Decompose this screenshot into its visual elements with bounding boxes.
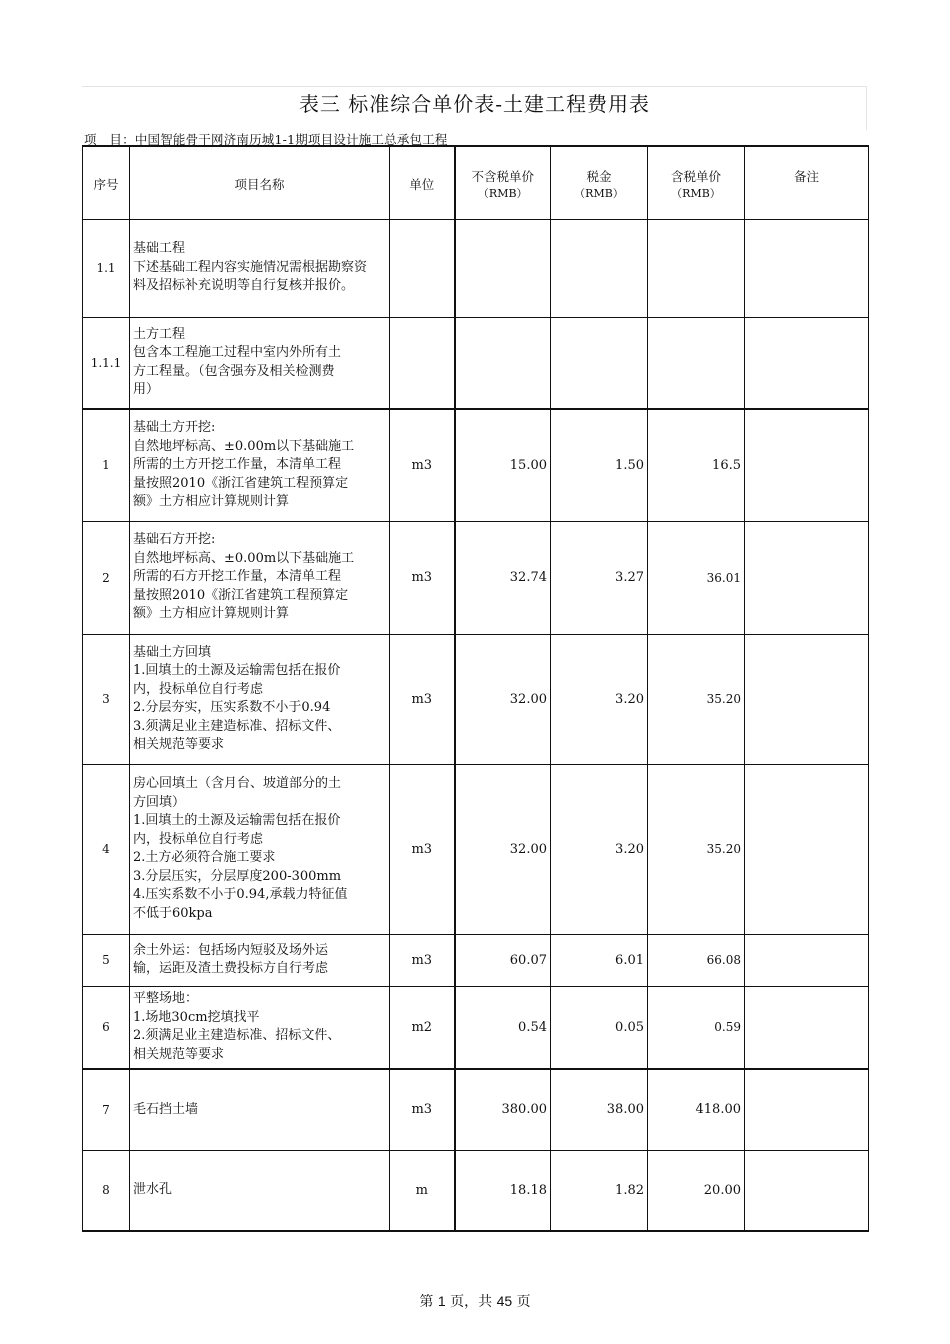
row-remark xyxy=(745,1069,869,1150)
item-name-line: 平整场地： xyxy=(133,991,199,1007)
item-name-line: 2.土方必须符合施工要求 xyxy=(133,850,276,865)
item-name-line: 3.分层压实，分层厚度200-300mm xyxy=(133,868,342,884)
row-price-excl: 15.00 xyxy=(455,409,551,521)
row-item-name xyxy=(130,219,390,317)
item-name-line: 额》土方相应计算规则计算 xyxy=(133,494,290,509)
row-price-excl: 18.18 xyxy=(455,1150,551,1231)
row-index: 1.1.1 xyxy=(83,317,130,409)
table-row xyxy=(83,934,869,986)
row-item-name xyxy=(130,317,390,409)
row-unit: m3 xyxy=(390,521,455,634)
item-name-line: 房心回填土（含月台、坡道部分的土 xyxy=(133,776,342,791)
row-price-excl xyxy=(455,317,551,409)
row-unit: m3 xyxy=(390,1069,455,1150)
row-remark xyxy=(745,219,869,317)
item-name-line: 料及招标补充说明等自行复核并报价。 xyxy=(133,278,355,294)
item-name-line: 2.须满足业主建造标准、招标文件、 xyxy=(133,1028,341,1044)
item-name-line: 所需的土方开挖工作量，本清单工程 xyxy=(133,457,342,472)
row-price-incl xyxy=(648,219,745,317)
page-footer xyxy=(0,1291,950,1311)
header-tax: 税金 （RMB） xyxy=(551,146,648,219)
row-price-excl: 32.00 xyxy=(455,634,551,764)
row-tax xyxy=(551,219,648,317)
header-row xyxy=(83,146,869,219)
row-unit: m xyxy=(390,1150,455,1231)
row-price-incl: 0.59 xyxy=(648,986,745,1069)
item-name-line: 基础石方开挖: xyxy=(133,532,216,548)
header-price-excl: 不含税单价 （RMB） xyxy=(455,146,551,219)
item-name-line: 相关规范等要求 xyxy=(133,737,225,752)
row-price-incl: 16.5 xyxy=(648,409,745,521)
row-price-incl: 35.20 xyxy=(648,764,745,934)
item-name-line: 1.回填土的土源及运输需包括在报价 xyxy=(133,663,341,678)
row-index: 4 xyxy=(83,764,130,934)
table-row xyxy=(83,1150,869,1231)
row-tax: 38.00 xyxy=(551,1069,648,1150)
row-remark xyxy=(745,521,869,634)
footer-suffix: 页 xyxy=(516,1294,531,1310)
row-item-name xyxy=(130,634,390,764)
item-name-line: 方回填） xyxy=(133,794,186,810)
row-unit: m2 xyxy=(390,986,455,1069)
row-tax: 3.20 xyxy=(551,634,648,764)
item-name-line: 自然地坪标高、±0.00m以下基础施工 xyxy=(133,550,355,566)
item-name-line: 1.回填土的土源及运输需包括在报价 xyxy=(133,813,341,828)
row-price-incl: 418.00 xyxy=(648,1069,745,1150)
row-index: 5 xyxy=(83,934,130,986)
row-item-name xyxy=(130,521,390,634)
row-unit xyxy=(390,219,455,317)
document-title: 表三 标准综合单价表-土建工程费用表 xyxy=(298,92,651,116)
footer-total-pages: 45 xyxy=(496,1293,513,1309)
item-name-line: 毛石挡土墙 xyxy=(133,1101,199,1117)
row-price-incl: 36.01 xyxy=(648,521,745,634)
header-unit: 单位 xyxy=(390,146,455,219)
header-remark: 备注 xyxy=(745,146,869,219)
row-remark xyxy=(745,409,869,521)
row-index: 3 xyxy=(83,634,130,764)
item-name-line: 基础土方回填 xyxy=(133,644,212,660)
item-name-line: 内，投标单位自行考虑 xyxy=(133,831,264,847)
item-name-line: 用） xyxy=(133,382,160,398)
table-body xyxy=(83,219,869,1231)
row-price-excl: 0.54 xyxy=(455,986,551,1069)
table-row xyxy=(83,219,869,317)
row-item-name xyxy=(130,1069,390,1150)
row-price-incl: 20.00 xyxy=(648,1150,745,1231)
row-remark xyxy=(745,317,869,409)
item-name-line: 2.分层夯实，压实系数不小于0.94 xyxy=(133,700,331,715)
row-remark xyxy=(745,1150,869,1231)
row-item-name xyxy=(130,764,390,934)
item-name-line: 泄水孔 xyxy=(133,1182,173,1197)
footer-middle: 页，共 xyxy=(450,1294,493,1310)
row-unit: m3 xyxy=(390,934,455,986)
row-unit: m3 xyxy=(390,634,455,764)
item-name-line: 土方工程 xyxy=(133,326,186,342)
item-name-line: 下述基础工程内容实施情况需根据勘察资 xyxy=(133,259,368,275)
item-name-line: 内，投标单位自行考虑 xyxy=(133,681,264,697)
item-name-line: 1.场地30cm挖填找平 xyxy=(133,1009,260,1025)
table-row xyxy=(83,986,869,1069)
row-price-excl: 60.07 xyxy=(455,934,551,986)
footer-prefix: 第 xyxy=(419,1294,434,1310)
header-index: 序号 xyxy=(83,146,130,219)
item-name-line: 基础土方开挖: xyxy=(133,420,216,435)
header-price-incl: 含税单价 （RMB） xyxy=(648,146,745,219)
item-name-line: 相关规范等要求 xyxy=(133,1046,225,1062)
row-item-name xyxy=(130,934,390,986)
table-row xyxy=(83,764,869,934)
row-price-incl: 35.20 xyxy=(648,634,745,764)
item-name-line: 基础工程 xyxy=(133,241,186,257)
table-row xyxy=(83,521,869,634)
row-remark xyxy=(745,634,869,764)
item-name-line: 包含本工程施工过程中室内外所有土 xyxy=(133,345,342,361)
item-name-line: 自然地坪标高、±0.00m以下基础施工 xyxy=(133,438,355,454)
row-tax xyxy=(551,317,648,409)
item-name-line: 不低于60kpa xyxy=(133,905,213,921)
table-row xyxy=(83,317,869,409)
item-name-line: 3.须满足业主建造标准、招标文件、 xyxy=(133,718,341,734)
row-price-excl xyxy=(455,219,551,317)
row-tax: 1.50 xyxy=(551,409,648,521)
row-tax: 3.27 xyxy=(551,521,648,634)
row-price-incl xyxy=(648,317,745,409)
item-name-line: 所需的石方开挖工作量，本清单工程 xyxy=(133,569,342,585)
row-index: 8 xyxy=(83,1150,130,1231)
row-index: 2 xyxy=(83,521,130,634)
item-name-line: 4.压实系数不小于0.94,承载力特征值 xyxy=(133,887,348,902)
row-tax: 1.82 xyxy=(551,1150,648,1231)
item-name-line: 余土外运：包括场内短驳及场外运 xyxy=(133,942,329,958)
row-index: 1.1 xyxy=(83,219,130,317)
row-item-name xyxy=(130,409,390,521)
row-price-excl: 32.00 xyxy=(455,764,551,934)
row-unit xyxy=(390,317,455,409)
row-index: 1 xyxy=(83,409,130,521)
row-tax: 3.20 xyxy=(551,764,648,934)
row-index: 7 xyxy=(83,1069,130,1150)
row-item-name xyxy=(130,1150,390,1231)
item-name-line: 量按照2010《浙江省建筑工程预算定 xyxy=(133,475,349,491)
row-remark xyxy=(745,764,869,934)
footer-page-number: 1 xyxy=(437,1293,446,1309)
project-line: 项 目：中国智能骨干网济南历城1-1期项目设计施工总承包工程 xyxy=(84,132,448,147)
table-row xyxy=(83,1069,869,1150)
row-tax: 6.01 xyxy=(551,934,648,986)
item-name-line: 额》土方相应计算规则计算 xyxy=(133,606,290,622)
unit-price-table xyxy=(82,145,869,1232)
row-unit: m3 xyxy=(390,409,455,521)
row-price-excl: 32.74 xyxy=(455,521,551,634)
row-unit: m3 xyxy=(390,764,455,934)
row-item-name xyxy=(130,986,390,1069)
row-remark xyxy=(745,934,869,986)
row-price-incl: 66.08 xyxy=(648,934,745,986)
row-remark xyxy=(745,986,869,1069)
header-name: 项目名称 xyxy=(130,146,390,219)
row-price-excl: 380.00 xyxy=(455,1069,551,1150)
item-name-line: 量按照2010《浙江省建筑工程预算定 xyxy=(133,587,349,603)
table-row xyxy=(83,409,869,521)
table-row xyxy=(83,634,869,764)
item-name-line: 输，运距及渣土费投标方自行考虑 xyxy=(133,961,329,976)
row-tax: 0.05 xyxy=(551,986,648,1069)
item-name-line: 方工程量。（包含强夯及相关检测费 xyxy=(133,363,335,379)
row-index: 6 xyxy=(83,986,130,1069)
